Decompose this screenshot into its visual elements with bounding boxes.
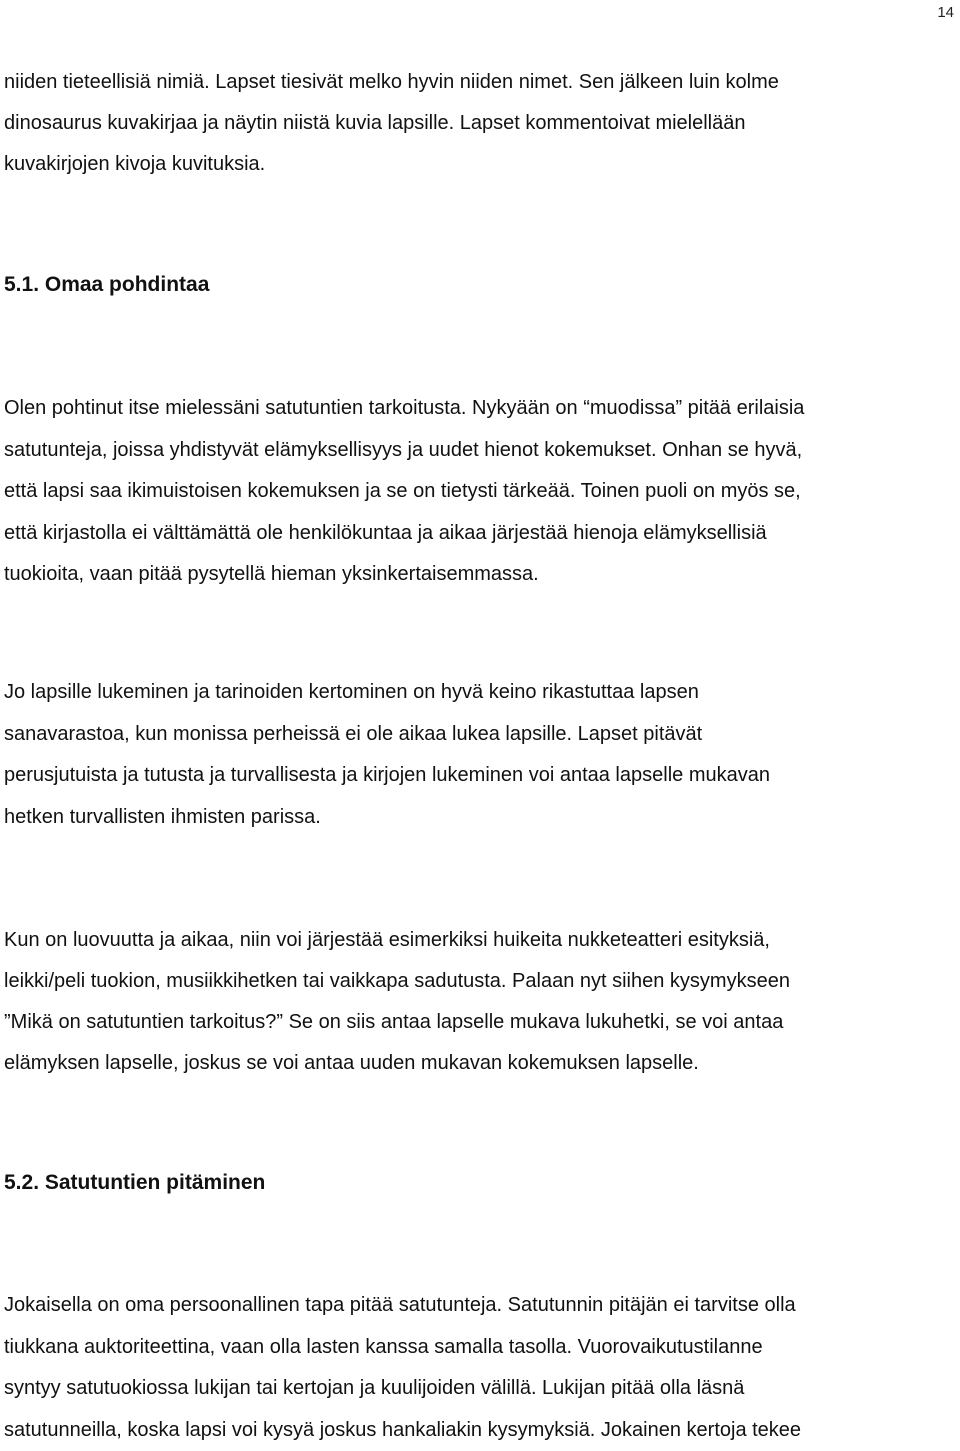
text-line: niiden tieteellisiä nimiä. Lapset tiesivät melko hyvin niiden nimet. Sen jälkeen luin kolme [4, 62, 956, 103]
text-line: Olen pohtinut itse mielessäni satutuntien tarkoitusta. Nykyään on “muodissa” pitää erilaisia [4, 388, 956, 430]
text-line: elämyksen lapselle, joskus se voi antaa uuden mukavan kokemuksen lapselle. [4, 1043, 956, 1084]
text-line: kuvakirjojen kivoja kuvituksia. [4, 144, 956, 185]
text-line: Kun on luovuutta ja aikaa, niin voi järjestää esimerkiksi huikeita nukketeatteri esityksiä, [4, 920, 956, 961]
text-line: tuokioita, vaan pitää pysytellä hieman yksinkertaisemmassa. [4, 554, 956, 596]
text-line: että lapsi saa ikimuistoisen kokemuksen ja se on tietysti tärkeää. Toinen puoli on myös se, [4, 471, 956, 513]
paragraph-storytelling [4, 1285, 956, 1451]
text-line: perusjutuista ja tutusta ja turvallisesta ja kirjojen lukeminen voi antaa lapselle mukavan [4, 755, 956, 797]
text-line: satutunneilla, koska lapsi voi kysyä joskus hankaliakin kysymyksiä. Jokainen kertoja tekee [4, 1410, 956, 1451]
text-line: ”Mikä on satutuntien tarkoitus?” Se on siis antaa lapselle mukava lukuhetki, se voi antaa [4, 1002, 956, 1043]
text-line: sanavarastoa, kun monissa perheissä ei ole aikaa lukea lapsille. Lapset pitävät [4, 714, 956, 756]
section-heading-5-2: 5.2. Satutuntien pitäminen [4, 1168, 956, 1198]
text-line: tiukkana auktoriteettina, vaan olla lasten kanssa samalla tasolla. Vuorovaikutustilanne [4, 1327, 956, 1369]
text-line: hetken turvallisten ihmisten parissa. [4, 797, 956, 839]
paragraph-reading-to-children [4, 672, 956, 838]
text-line: Jo lapsille lukeminen ja tarinoiden kertominen on hyvä keino rikastuttaa lapsen [4, 672, 956, 714]
section-heading-5-1: 5.1. Omaa pohdintaa [4, 270, 956, 300]
text-line: leikki/peli tuokion, musiikkihetken tai vaikkapa sadutusta. Palaan nyt siihen kysymykseen [4, 961, 956, 1002]
paragraph-own-reflection [4, 388, 956, 596]
text-line: Jokaisella on oma persoonallinen tapa pitää satutunteja. Satutunnin pitäjän ei tarvitse olla [4, 1285, 956, 1327]
paragraph-creativity [4, 920, 956, 1084]
text-line: että kirjastolla ei välttämättä ole henkilökuntaa ja aikaa järjestää hienoja elämyksellisiä [4, 513, 956, 555]
text-line: satutunteja, joissa yhdistyvät elämyksellisyys ja uudet hienot kokemukset. Onhan se hyvä, [4, 430, 956, 472]
text-line: syntyy satutuokiossa lukijan tai kertojan ja kuulijoiden välillä. Lukijan pitää olla läsnä [4, 1368, 956, 1410]
page-number: 14 [937, 4, 954, 21]
text-line: dinosaurus kuvakirjaa ja näytin niistä kuvia lapsille. Lapset kommentoivat mielellään [4, 103, 956, 144]
intro-paragraph [4, 62, 956, 185]
